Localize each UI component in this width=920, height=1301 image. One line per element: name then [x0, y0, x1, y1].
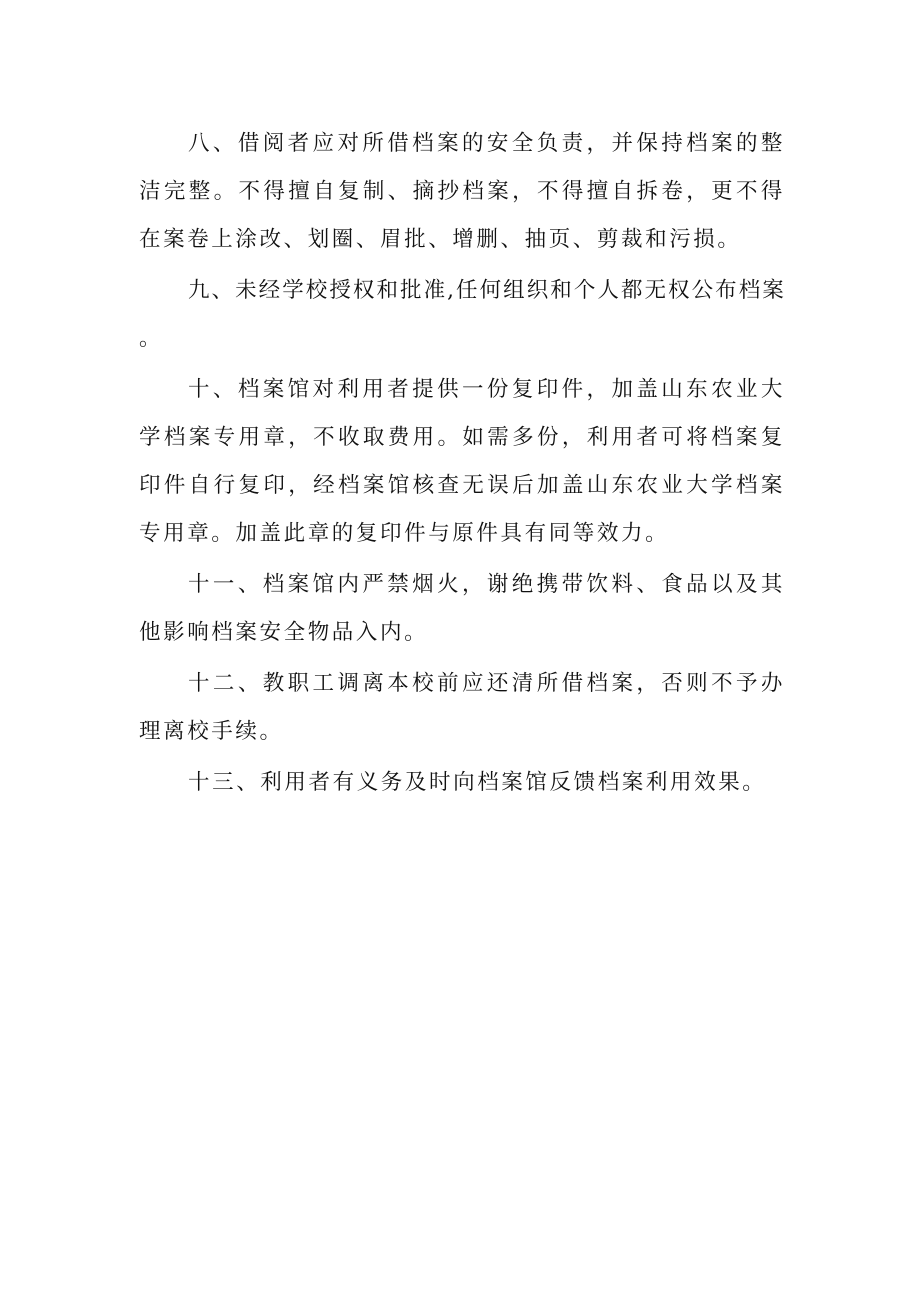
- document-body: [139, 120, 785, 810]
- paragraph-article-9: 九、未经学校授权和批准,任何组织和个人都无权公布档案。: [139, 278, 785, 351]
- paragraph-article-11: 十一、档案馆内严禁烟火，谢绝携带饮料、食品以及其他影响档案安全物品入内。: [139, 572, 785, 645]
- paragraph-article-13: 十三、利用者有义务及时向档案馆反馈档案利用效果。: [188, 770, 767, 795]
- paragraph-article-12: 十二、教职工调离本校前应还清所借档案，否则不予办理离校手续。: [139, 671, 785, 744]
- paragraph-article-8: 八、借阅者应对所借档案的安全负责，并保持档案的整洁完整。不得擅自复制、摘抄档案，不得擅自拆卷，更不得在案卷上涂改、划圈、眉批、增删、抽页、剪裁和污损。: [139, 131, 785, 252]
- paragraph-article-10: 十、档案馆对利用者提供一份复印件，加盖山东农业大学档案专用章，不收取费用。如需多份，利用者可将档案复印件自行复印，经档案馆核查无误后加盖山东农业大学档案专用章。加盖此章的复印件与原件具有同等效力。: [139, 377, 785, 546]
